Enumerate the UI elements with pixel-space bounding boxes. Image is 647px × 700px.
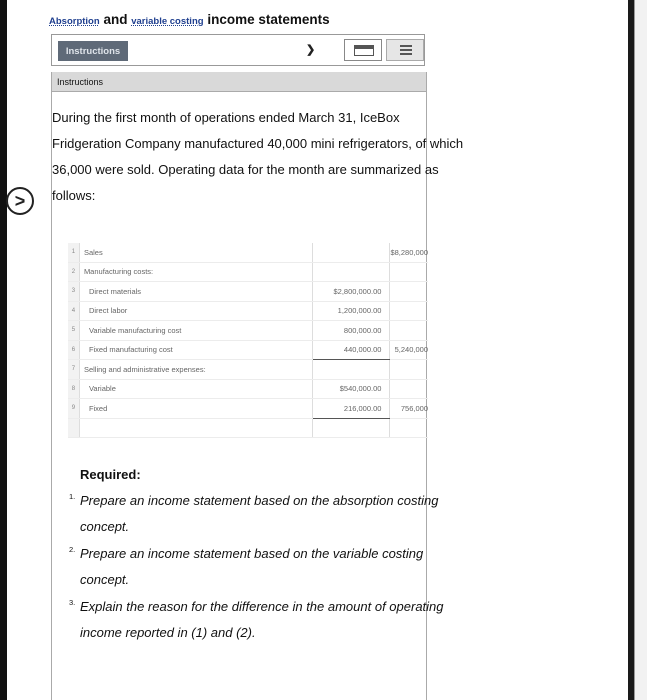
item-line: Explain the reason for the difference in the amount of operating — [80, 599, 444, 614]
absorption-link[interactable]: Absorption — [49, 16, 100, 27]
item-line: Prepare an income statement based on the variable costing — [80, 546, 424, 561]
table-row — [68, 243, 428, 262]
amount-cell: $540,000.00 — [312, 379, 390, 399]
row-number: 8 — [68, 379, 79, 399]
required-item — [69, 594, 444, 646]
title-rest: income statements — [207, 12, 330, 27]
row-number: 1 — [68, 243, 79, 262]
intro-line: 36,000 were sold. Operating data for the month are summarized as — [52, 162, 439, 177]
row-label: Variable — [79, 379, 312, 399]
total-cell: 756,000 — [390, 399, 428, 419]
row-label: Selling and administrative expenses: — [79, 360, 312, 380]
table-row — [68, 262, 428, 282]
row-number: 3 — [68, 282, 79, 302]
row-number: 9 — [68, 399, 79, 419]
total-cell — [390, 282, 428, 302]
required-heading: Required: — [80, 467, 141, 482]
row-label: Manufacturing costs: — [79, 262, 312, 282]
total-cell: 5,240,000 — [390, 340, 428, 360]
list-view-button[interactable] — [386, 39, 424, 61]
row-label: Sales — [79, 243, 312, 262]
intro-line: Fridgeration Company manufactured 40,000 mini refrigerators, of which — [52, 136, 464, 151]
item-number: 1. — [69, 492, 76, 501]
intro-line: follows: — [52, 188, 96, 203]
expand-arrow-icon[interactable]: > — [6, 187, 34, 215]
row-number: 4 — [68, 301, 79, 321]
page-title — [49, 12, 330, 27]
chevron-down-icon[interactable]: ❯ — [306, 44, 316, 56]
amount-cell: 216,000.00 — [312, 399, 390, 419]
row-number: 5 — [68, 321, 79, 341]
amount-cell — [312, 243, 390, 262]
instructions-panel — [51, 72, 464, 700]
operating-data-table — [68, 243, 428, 438]
table-row — [68, 379, 428, 399]
total-cell — [390, 262, 428, 282]
table-row — [68, 418, 428, 438]
toolbar — [51, 34, 425, 66]
main-content — [49, 0, 464, 700]
row-label: Variable manufacturing cost — [79, 321, 312, 341]
amount-cell: 1,200,000.00 — [312, 301, 390, 321]
row-label: Fixed — [79, 399, 312, 419]
row-number: 2 — [68, 262, 79, 282]
table-row — [68, 321, 428, 341]
variable-costing-link[interactable]: variable costing — [131, 16, 204, 27]
total-cell — [390, 321, 428, 341]
row-label: Fixed manufacturing cost — [79, 340, 312, 360]
intro-line: During the first month of operations ended March 31, IceBox — [52, 110, 400, 125]
row-number: 7 — [68, 360, 79, 380]
total-cell — [390, 301, 428, 321]
table-row — [68, 399, 428, 419]
single-view-button[interactable] — [344, 39, 382, 61]
item-line: concept. — [80, 519, 130, 534]
amount-cell: $2,800,000.00 — [312, 282, 390, 302]
left-window-edge — [0, 0, 7, 700]
title-and: and — [103, 12, 128, 27]
table-row — [68, 282, 428, 302]
amount-cell — [312, 262, 390, 282]
list-icon — [400, 45, 412, 56]
amount-cell: 440,000.00 — [312, 340, 390, 360]
total-cell: $8,280,000 — [390, 243, 428, 262]
item-number: 3. — [69, 598, 76, 607]
intro-text — [52, 105, 464, 209]
table-row — [68, 360, 428, 380]
instructions-tab[interactable]: Instructions — [58, 41, 128, 61]
window-icon — [354, 45, 374, 56]
required-item — [69, 488, 439, 540]
row-number: 6 — [68, 340, 79, 360]
amount-cell: 800,000.00 — [312, 321, 390, 341]
table-row — [68, 301, 428, 321]
total-cell — [390, 379, 428, 399]
row-label: Direct materials — [79, 282, 312, 302]
item-line: Prepare an income statement based on the absorption costing — [80, 493, 439, 508]
item-line: concept. — [80, 572, 130, 587]
required-item — [69, 541, 430, 593]
item-number: 2. — [69, 545, 76, 554]
panel-header: Instructions — [52, 72, 426, 92]
row-label: Direct labor — [79, 301, 312, 321]
amount-cell — [312, 360, 390, 380]
total-cell — [390, 360, 428, 380]
item-line: income reported in (1) and (2). — [80, 625, 256, 640]
right-scrollbar[interactable] — [628, 0, 647, 700]
table-row — [68, 340, 428, 360]
